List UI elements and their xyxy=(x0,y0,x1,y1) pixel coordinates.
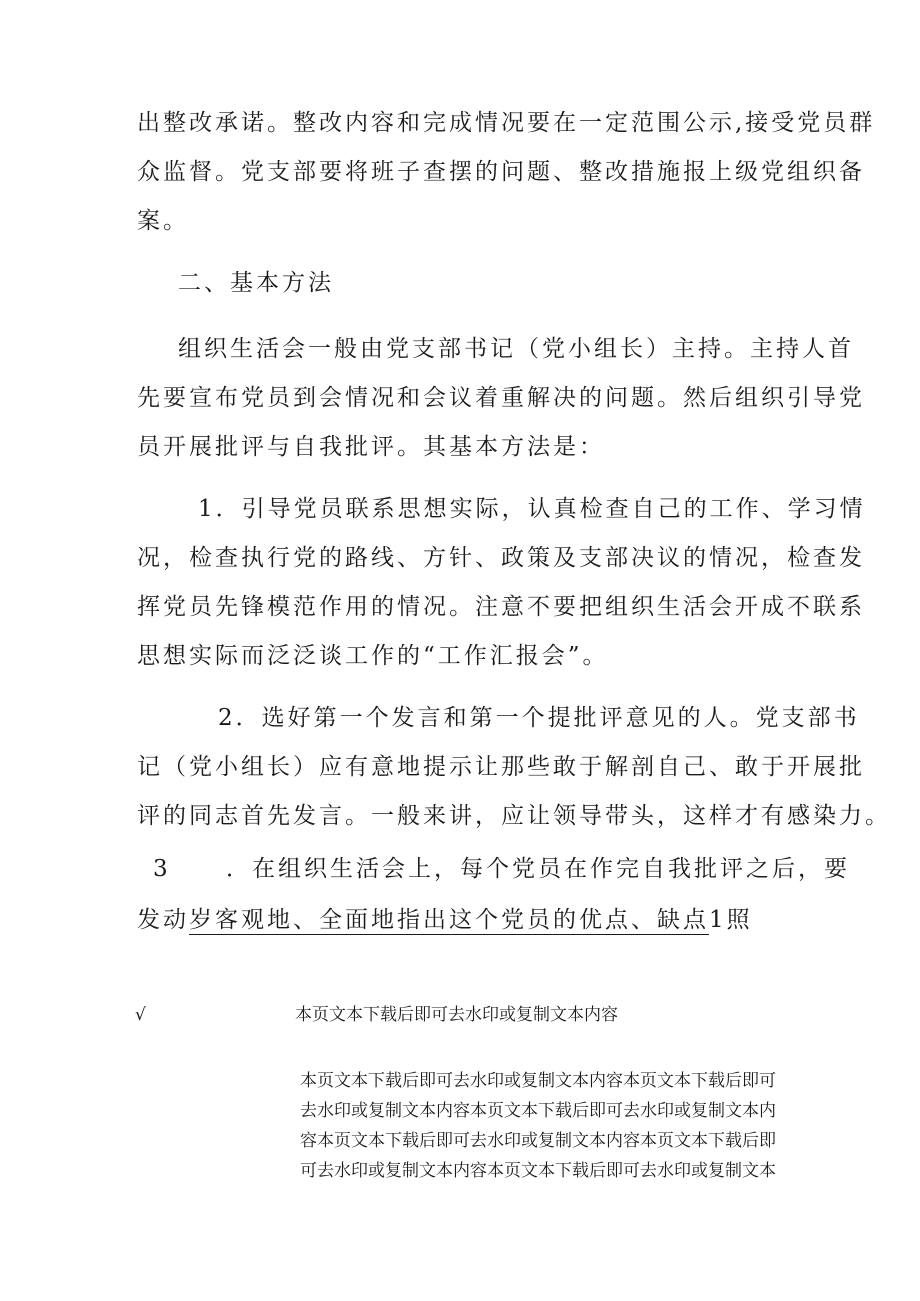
paragraph-line: 组织生活会一般由党支部书记（党小组长）主持。主持人首 xyxy=(178,336,854,362)
paragraph-line: 记（党小组长）应有意地提示让那些敢于解剖自己、敢于开展批 xyxy=(137,754,865,780)
footer-line: 可去水印或复制文本内容本页文本下载后即可去水印或复制文本 xyxy=(300,1161,776,1181)
paragraph-line: 员开展批评与自我批评。其基本方法是： xyxy=(137,434,605,460)
footer-title: 本页文本下载后即可去水印或复制文本内容 xyxy=(295,1005,618,1025)
footer-line: 去水印或复制文本内容本页文本下载后即可去水印或复制文本内 xyxy=(300,1101,776,1121)
text-plain: 发动 xyxy=(137,907,189,933)
paragraph-line: 况，检查执行党的路线、方针、政策及支部决议的情况，检查发 xyxy=(137,545,865,571)
list-item-number: 3 xyxy=(153,856,168,882)
check-mark-icon: √ xyxy=(135,1005,146,1025)
paragraph-line xyxy=(137,905,753,935)
footer-line: 本页文本下载后即可去水印或复制文本内容本页文本下载后即可 xyxy=(300,1071,776,1091)
text-tail: 1照 xyxy=(709,907,753,933)
text-underlined: 岁客观地、全面地指出这个党员的优点、缺点 xyxy=(189,907,709,933)
paragraph-line: 评的同志首先发言。一般来讲，应让领导带头，这样才有感染力。 xyxy=(137,803,891,829)
paragraph-line: 先要宣布党员到会情况和会议着重解决的问题。然后组织引导党 xyxy=(137,385,865,411)
paragraph-line: 思想实际而泛泛谈工作的“工作汇报会”。 xyxy=(137,643,609,669)
section-heading: 二、基本方法 xyxy=(178,270,334,296)
paragraph-line: ．在组织生活会上，每个党员在作完自我批评之后，要 xyxy=(226,856,850,882)
paragraph-line: 2．选好第一个发言和第一个提批评意见的人。党支部书 xyxy=(218,705,860,731)
paragraph-line: 出整改承诺。整改内容和完成情况要在一定范围公示,接受党员群 xyxy=(137,110,876,136)
paragraph-line: 1．引导党员联系思想实际，认真检查自己的工作、学习情 xyxy=(198,496,866,522)
paragraph-line: 案。 xyxy=(137,208,189,234)
paragraph-line: 挥党员先锋模范作用的情况。注意不要把组织生活会开成不联系 xyxy=(137,594,865,620)
footer-line: 容本页文本下载后即可去水印或复制文本内容本页文本下载后即 xyxy=(300,1131,776,1151)
paragraph-line: 众监督。党支部要将班子查摆的问题、整改措施报上级党组织备 xyxy=(137,159,865,185)
